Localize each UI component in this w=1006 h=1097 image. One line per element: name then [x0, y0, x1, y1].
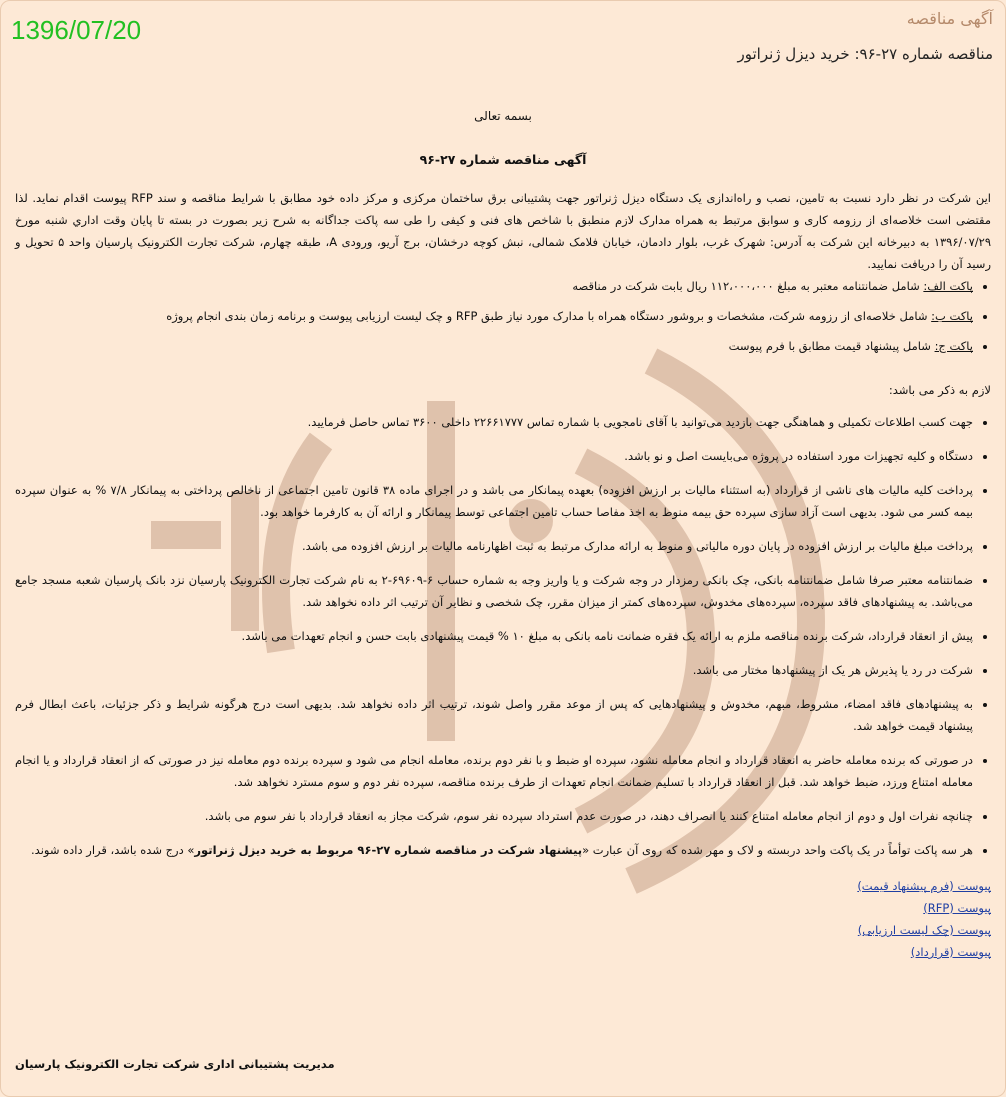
last-condition-bold: پیشنهاد شرکت در مناقصه شماره ۲۷-۹۶ مربوط به خرید دیزل ژنراتور: [194, 843, 583, 857]
conditions-heading: لازم به ذکر می باشد:: [888, 383, 991, 397]
tender-subject: مناقصه شماره ۲۷-۹۶: خرید دیزل ژنراتور: [737, 45, 993, 63]
list-item: [15, 839, 973, 861]
packet-text: شامل ضمانتنامه معتبر به مبلغ ۱۱۲،۰۰۰،۰۰۰ ریال بابت شرکت در مناقصه: [572, 279, 924, 293]
list-item: • پرداخت مبلغ مالیات بر ارزش افزوده در پایان دوره مالیاتی و منوط به ارائه مدارک مرتبط به ثبت اظهارنامه مالیات بر ارزش افزوده می باشد.: [15, 535, 973, 557]
last-condition-after: » درج شده باشد، قرار داده شوند.: [31, 843, 195, 857]
list-item: • به پیشنهادهای فاقد امضاء، مشروط، مبهم، مخدوش و پیشنهادهایی که پس از موعد مقرر واصل شوند، ترتیب اثر داده نخواهد شد. بدیهی است درج هرگونه شرایط و ذکر جزئیات، باعث ابطال فرم پیشنهاد قیمت خواهد شد.: [15, 693, 973, 737]
packet-text: شامل خلاصه‌ای از رزومه شرکت، مشخصات و بروشور دستگاه همراه با مدارک مورد نیاز طبق RFP و چک لیست ارزیابی پیوست و برنامه زمان بندی انجام پروژه: [166, 309, 932, 323]
list-item: • دستگاه و کلیه تجهیزات مورد استفاده در پروژه می‌بایست اصل و نو باشد.: [15, 445, 973, 467]
notice-body: [15, 105, 991, 963]
list-item: • پیش از انعقاد قرارداد، شرکت برنده مناقصه ملزم به ارائه یک فقره ضمانت نامه بانکی به مبلغ ۱۰ % قیمت پیشنهادی بابت حسن و انجام تعهدات می باشد.: [15, 625, 973, 647]
attachments: [15, 875, 991, 963]
list-item: • چنانچه نفرات اول و دوم از انجام معامله امتناع کنند یا انصراف دهند، در صورت عدم استرداد سپرده نفر سوم، شرکت مجاز به انعقاد قرارداد با نفر سوم می باشد.: [15, 805, 973, 827]
date-stamp: 1396/07/20: [11, 15, 142, 45]
list-item: [15, 305, 973, 327]
notice-title: آگهی مناقصه شماره ۲۷-۹۶: [419, 152, 587, 167]
packet-list: [15, 275, 991, 357]
attachment-link-checklist[interactable]: پیوست (چک لیست ارزیابی): [857, 923, 991, 937]
attachment-link-price-form[interactable]: پیوست (فرم پیشنهاد قیمت): [857, 879, 991, 893]
packet-label: پاکت ج:: [934, 339, 973, 353]
intro-paragraph: این شرکت در نظر دارد نسبت به تامین، نصب و راه‌اندازی یک دستگاه دیزل ژنراتور جهت پشتیبانی برق ساختمان مرکزی و مرکز داده خود مطابق با شرایط مناقصه و سند RFP پیوست اقدام نماید. لذا مقتضی است خلاصه‌ای از رزومه کاری و سوابق مرتبط به همراه مدارک لازم منطبق با شاخص های فنی و کیفی را طی سه پاکت جداگانه به شرح زیر بصورت در بسته تا پایان وقت اداري شنبه مورخ ۱۳۹۶/۰۷/۲۹ به دبیرخانه این شرکت به آدرس: شهرک غرب، بلوار دادمان، خیابان فلامک شمالی، نبش کوچه درخشان، برج آریو، ورودی A، طبقه چهارم، شرکت تجارت الکترونیک پارسیان واحد ۵ تحویل و رسید آن را دریافت نمایید.: [15, 191, 991, 271]
bismillah: بسمه تعالی: [474, 109, 532, 123]
list-item: • پرداخت کلیه مالیات های ناشی از قرارداد (به استثناء مالیات بر ارزش افزوده) بعهده پیمانکار می باشد و در اجرای ماده ۳۸ قانون تامین اجتماعی از ناخالص پرداختی به پیمانکار ۷/۸ % به عنوان سپرده بیمه کسر می شود. بدیهی است آزاد سازی سپرده حق بیمه منوط به اخذ مفاصا حساب تامین اجتماعی توسط پیمانکار و ارائه آن به کارفرما خواهد بود.: [15, 479, 973, 523]
list-item: • شرکت در رد یا پذیرش هر یک از پیشنهادها مختار می باشد.: [15, 659, 973, 681]
last-condition-before: هر سه پاکت توأماً در یک پاکت واحد دربسته و لاک و مهر شده که روی آن عبارت «: [582, 843, 973, 857]
list-item: • در صورتی که برنده معامله حاضر به انعقاد قرارداد و انجام معامله نشود، سپرده او ضبط و با نفر دوم برنده، معامله انجام می شود و سپرده برنده دوم معامله نیز در صورتی که از انعقاد قرارداد و یا انجام معامله امتناع ورزد، ضبط خواهد شد. قبل از انعقاد قرارداد با تسلیم ضمانت انجام تعهدات از طرف برنده مناقصه، سپرده نفر دوم و سوم مسترد نخواهد شد.: [15, 749, 973, 793]
packet-text: شامل پیشنهاد قیمت مطابق با فرم پیوست: [728, 339, 935, 353]
attachment-link-contract[interactable]: پیوست (قرارداد): [910, 945, 991, 959]
list-item: [15, 335, 973, 357]
attachment-link-rfp[interactable]: پیوست (RFP): [923, 901, 991, 915]
signature: مدیریت پشتیبانی اداری شرکت تجارت الکترونیک پارسیان: [15, 1057, 335, 1071]
conditions-list: [15, 411, 991, 861]
list-item: • جهت کسب اطلاعات تکمیلی و هماهنگی جهت بازدید می‌توانید با آقای نامجویی با شماره تماس ۲۲۶۶۱۷۷۷ داخلی ۳۶۰۰ تماس حاصل فرمایید.: [15, 411, 973, 433]
list-item: [15, 275, 973, 297]
list-item: • ضمانتنامه معتبر صرفا شامل ضمانتنامه بانکی، چک بانکی رمزدار در وجه شرکت و یا واریز وجه به شماره حساب ۶-۶۹۶۰۹-۲ به نام شرکت تجارت الکترونیک پارسیان نزد بانک پارسیان شعبه مسجد جامع می‌باشد. به پیشنهادهای فاقد سپرده، سپرده‌های مخدوش، سپرده‌های کمتر از میزان مقرر، چک شخصی و نظایر آن ترتیب اثر داده نخواهد شد.: [15, 569, 973, 613]
packet-label: پاکت ب:: [931, 309, 973, 323]
packet-label: پاکت الف:: [923, 279, 973, 293]
page-header-title: آگهی مناقصه: [906, 9, 993, 28]
